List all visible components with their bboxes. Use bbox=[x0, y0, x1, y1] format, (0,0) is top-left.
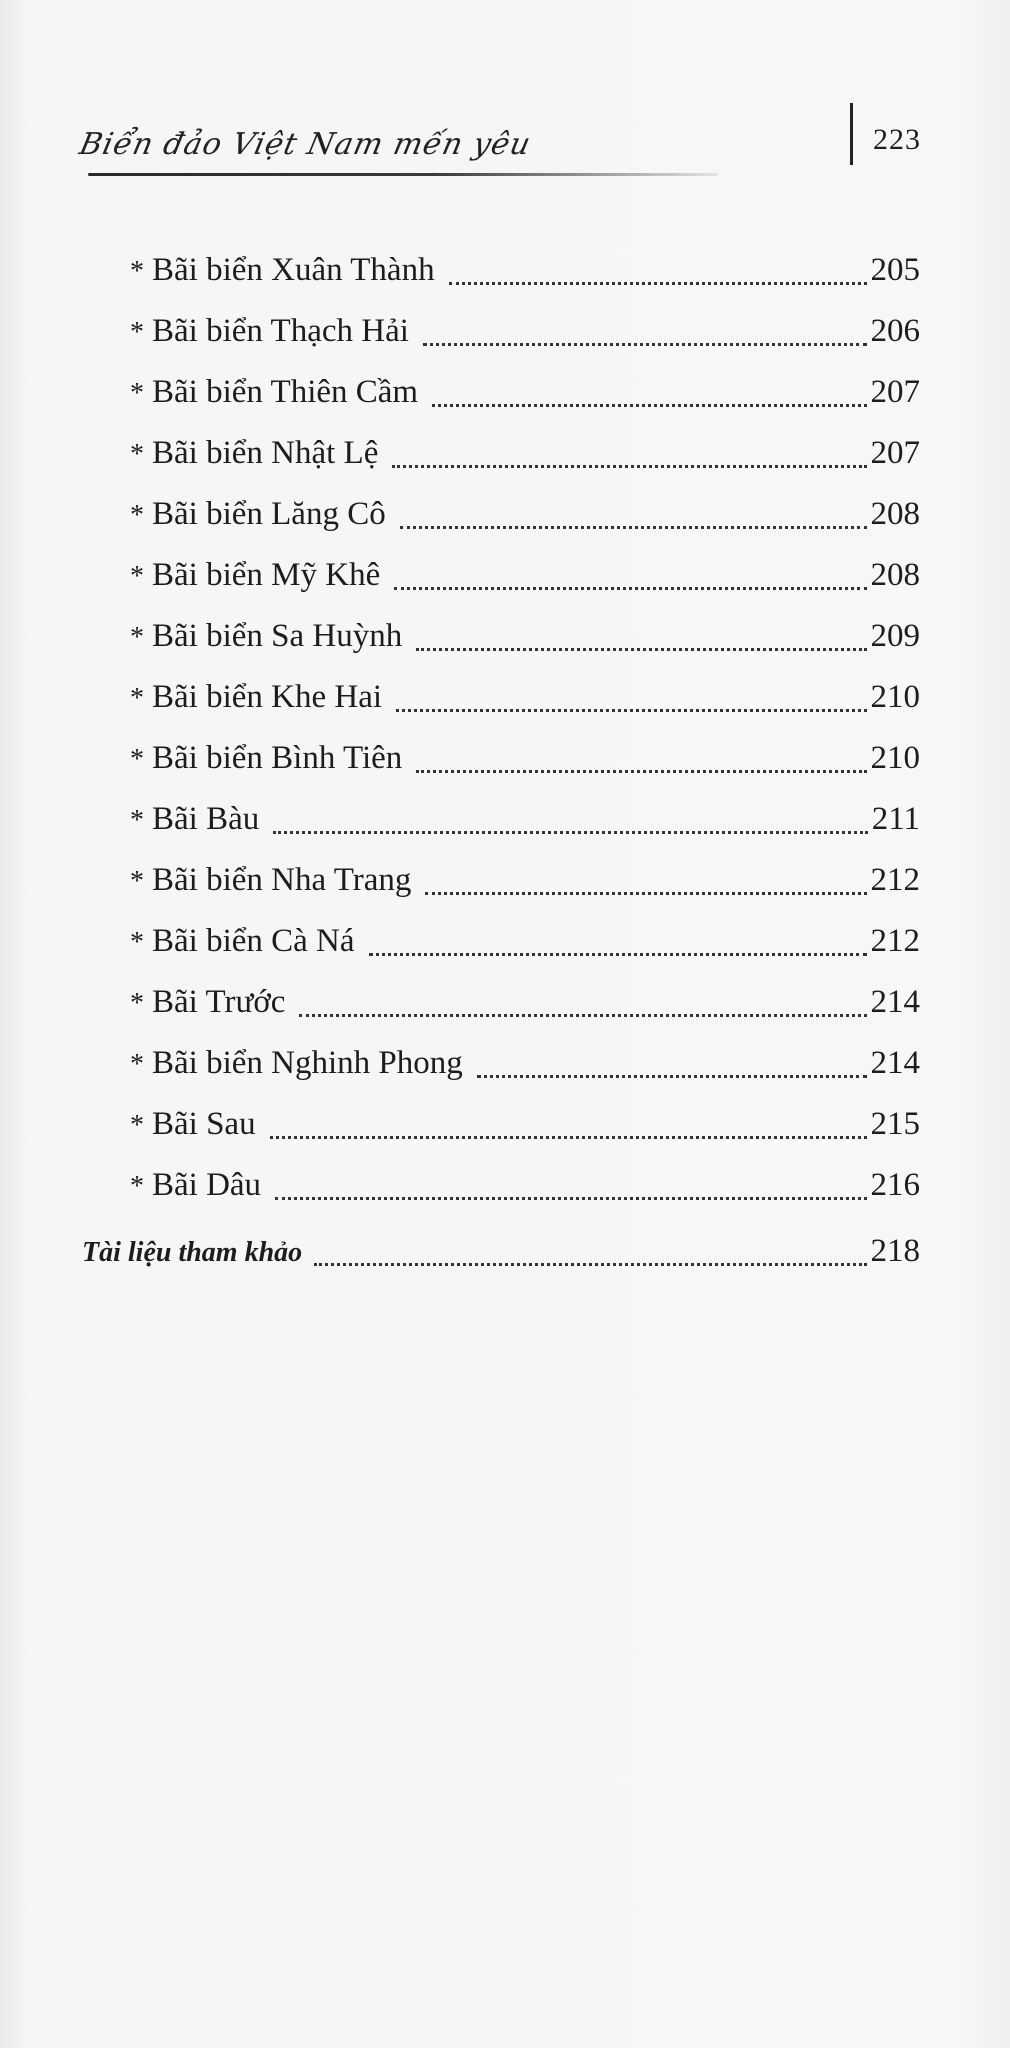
bullet-marker: * bbox=[130, 500, 144, 531]
toc-entry-page: 208 bbox=[870, 496, 920, 532]
toc-entry-page: 209 bbox=[870, 618, 920, 654]
toc-entry-label: Bãi biển Cà Ná bbox=[152, 923, 355, 959]
bullet-marker: * bbox=[130, 988, 144, 1019]
toc-entry bbox=[130, 801, 920, 845]
dot-leader bbox=[299, 1013, 866, 1017]
bullet-marker: * bbox=[130, 378, 144, 409]
references-label: Tài liệu tham khảo bbox=[82, 1237, 303, 1268]
bullet-marker: * bbox=[130, 866, 144, 897]
toc-entry bbox=[130, 1045, 920, 1089]
toc-entry-label: Bãi Dâu bbox=[152, 1167, 262, 1203]
toc-entry-page: 212 bbox=[870, 923, 920, 959]
bullet-marker: * bbox=[130, 1171, 144, 1202]
bullet-marker: * bbox=[130, 683, 144, 714]
toc-entry-label: Bãi Bàu bbox=[152, 801, 260, 837]
dot-leader bbox=[416, 769, 866, 773]
bullet-marker: * bbox=[130, 744, 144, 775]
dot-leader bbox=[396, 708, 866, 712]
toc-entry bbox=[130, 984, 920, 1028]
toc-entry-page: 207 bbox=[870, 435, 920, 471]
toc-entry-page: 210 bbox=[870, 740, 920, 776]
page-header bbox=[76, 95, 930, 185]
toc-entry-label: Bãi biển Khe Hai bbox=[152, 679, 383, 715]
bullet-marker: * bbox=[130, 256, 144, 287]
toc-entry-label: Bãi Sau bbox=[152, 1106, 256, 1142]
toc-entry-label: Bãi biển Bình Tiên bbox=[152, 740, 403, 776]
header-rule bbox=[88, 173, 718, 176]
toc-entry-label: Bãi biển Sa Huỳnh bbox=[152, 618, 403, 654]
dot-leader bbox=[449, 281, 867, 285]
toc-entry-page: 207 bbox=[870, 374, 920, 410]
toc-entry-page: 211 bbox=[871, 801, 920, 837]
header-divider bbox=[850, 103, 853, 165]
toc-entry bbox=[130, 1167, 920, 1211]
toc-entry bbox=[130, 557, 920, 601]
dot-leader bbox=[394, 586, 866, 590]
bullet-marker: * bbox=[130, 927, 144, 958]
toc-entry-label: Bãi biển Nghinh Phong bbox=[152, 1045, 463, 1081]
toc-entry-page: 206 bbox=[870, 313, 920, 349]
running-title: Biển đảo Việt Nam mến yêu bbox=[76, 127, 535, 162]
dot-leader bbox=[392, 464, 866, 468]
dot-leader bbox=[314, 1262, 866, 1266]
toc-entry-page: 208 bbox=[870, 557, 920, 593]
toc-entry bbox=[130, 374, 920, 418]
dot-leader bbox=[432, 403, 866, 407]
toc-entry-page: 216 bbox=[870, 1167, 920, 1203]
toc-entry bbox=[130, 923, 920, 967]
dot-leader bbox=[416, 647, 866, 651]
dot-leader bbox=[273, 830, 867, 834]
toc-entry-page: 215 bbox=[870, 1106, 920, 1142]
dot-leader bbox=[270, 1135, 867, 1139]
toc-entry-page: 210 bbox=[870, 679, 920, 715]
toc-entry-page: 212 bbox=[870, 862, 920, 898]
toc-references-entry bbox=[82, 1233, 920, 1277]
toc-entry bbox=[130, 496, 920, 540]
toc-entry-page: 214 bbox=[870, 984, 920, 1020]
bullet-marker: * bbox=[130, 439, 144, 470]
toc-entry bbox=[130, 1106, 920, 1150]
toc-entry bbox=[130, 740, 920, 784]
references-page: 218 bbox=[870, 1233, 920, 1269]
dot-leader bbox=[423, 342, 867, 346]
toc-entry bbox=[130, 435, 920, 479]
dot-leader bbox=[477, 1074, 867, 1078]
toc-entry-label: Bãi biển Nha Trang bbox=[152, 862, 412, 898]
toc-entry bbox=[130, 252, 920, 296]
bullet-marker: * bbox=[130, 317, 144, 348]
bullet-marker: * bbox=[130, 1049, 144, 1080]
bullet-marker: * bbox=[130, 1110, 144, 1141]
toc-entry bbox=[130, 862, 920, 906]
dot-leader bbox=[425, 891, 866, 895]
dot-leader bbox=[369, 952, 867, 956]
toc-entry bbox=[130, 618, 920, 662]
toc-entry-label: Bãi biển Thiên Cầm bbox=[152, 374, 419, 410]
bullet-marker: * bbox=[130, 622, 144, 653]
toc-entry bbox=[130, 313, 920, 357]
toc-entry-label: Bãi biển Xuân Thành bbox=[152, 252, 435, 288]
dot-leader bbox=[275, 1196, 866, 1200]
toc-entry-label: Bãi biển Mỹ Khê bbox=[152, 557, 381, 593]
bullet-marker: * bbox=[130, 805, 144, 836]
toc-entry-label: Bãi biển Thạch Hải bbox=[152, 313, 409, 349]
toc-entry-label: Bãi biển Nhật Lệ bbox=[152, 435, 379, 471]
dot-leader bbox=[400, 525, 867, 529]
toc-entry-page: 205 bbox=[870, 252, 920, 288]
toc-entry-label: Bãi Trước bbox=[152, 984, 286, 1020]
bullet-marker: * bbox=[130, 561, 144, 592]
toc-entry bbox=[130, 679, 920, 723]
toc-entry-page: 214 bbox=[870, 1045, 920, 1081]
page-number: 223 bbox=[873, 123, 921, 156]
toc-entry-label: Bãi biển Lăng Cô bbox=[152, 496, 386, 532]
